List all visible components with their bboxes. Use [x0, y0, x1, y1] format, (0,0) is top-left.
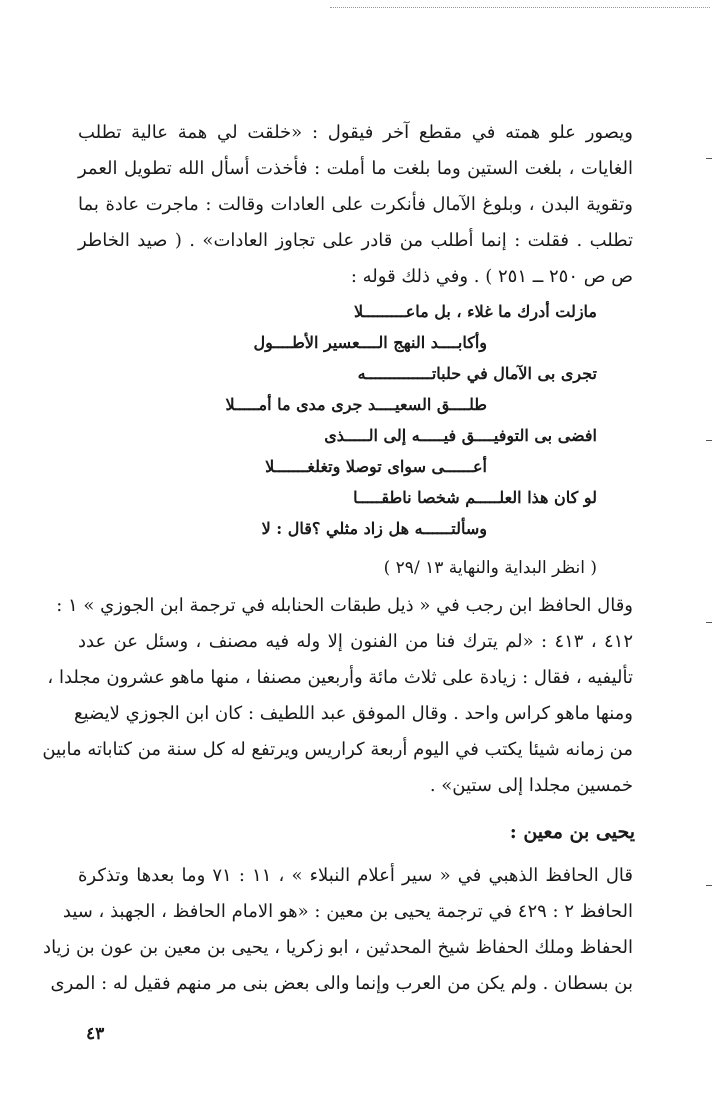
- text-line: وقال الحافظ ابن رجب في « ذيل طبقات الحنابله في ترجمة ابن الجوزي » ١ :: [56, 595, 633, 616]
- verse-hemistich-first: افضى بى التوفيــــق فيـــــه إلى الـــــذى: [324, 426, 597, 445]
- page-number: ٤٣: [86, 1024, 105, 1044]
- verse-hemistich-second: أعــــــى سواى توصلا وتغلغـــــــلا: [265, 457, 487, 476]
- paragraph-ibn-rajab: [42, 588, 633, 804]
- margin-tick-mark: [706, 885, 712, 886]
- text-line: تأليفيه ، فقال : زيادة على ثلاث مائة وأربعين مصنفا ، منها ماهو عشرون مجلدا ،: [47, 667, 633, 688]
- margin-tick-mark: [706, 158, 712, 159]
- margin-tick-mark: [706, 622, 712, 623]
- margin-tick-mark: [706, 440, 712, 441]
- text-line: الحافظ ٢ : ٤٢٩ في ترجمة يحيى بن معين : «هو الامام الحافظ ، الجهبذ ، سيد: [62, 901, 633, 922]
- text-line: الغايات ، بلغت الستين وما بلغت ما أملت : فأخذت أسأل الله تطويل العمر: [78, 158, 633, 179]
- verse-hemistich-second: وسألتــــــه هل زاد مثلي ؟قال : لا: [261, 519, 487, 538]
- verse-hemistich-first: لو كان هذا العلـــــم شخصا ناطقـــــا: [353, 488, 597, 507]
- paragraph-himma: [78, 115, 633, 295]
- text-line: بن بسطان . ولم يكن من العرب وإنما والى بعض بنى مر منهم فقيل له : المرى: [50, 973, 633, 994]
- text-line: وتقوية البدن ، وبلوغ الآمال فأنكرت على العادات وقالت : ماجرت عادة بما: [78, 194, 633, 215]
- text-line: ص ص ٢٥٠ ــ ٢٥١ ) . وفي ذلك قوله :: [350, 266, 633, 287]
- verse-hemistich-second: طلــــق السعيــــد جرى مدى ما أمـــــلا: [225, 395, 487, 414]
- text-line: خمسين مجلدا إلى ستين» .: [429, 775, 633, 796]
- poem-verses: [117, 296, 597, 544]
- top-dotted-rule: [330, 7, 710, 8]
- verse-hemistich-first: تجرى بى الآمال في حلباتــــــــــــــه: [357, 364, 597, 383]
- text-line: تطلب . فقلت : إنما أطلب من قادر على تجاوز العادات» . ( صيد الخاطر: [78, 230, 633, 251]
- text-line: ومنها ماهو كراس واحد . وقال الموفق عبد اللطيف : كان ابن الجوزي لايضيع: [73, 703, 633, 724]
- text-line: الحفاظ وملك الحفاظ شيخ المحدثين ، ابو زكريا ، يحيى بن معين بن عون بن زياد: [43, 937, 633, 958]
- verse-hemistich-second: وأكابــــد النهج الــــعسير الأطــــول: [253, 333, 487, 352]
- section-heading: يحيى بن معين :: [509, 821, 635, 843]
- verse-source-citation: ( انظر البداية والنهاية ١٣ /٢٩ ): [383, 558, 597, 578]
- text-line: ويصور علو همته في مقطع آخر فيقول : «خلقت لي همة عالية تطلب: [78, 122, 633, 143]
- paragraph-dhahabi: [43, 858, 633, 1002]
- text-line: قال الحافظ الذهبي في « سير أعلام النبلاء » ، ١١ : ٧١ وما بعدها وتذكرة: [78, 865, 633, 886]
- text-line: ٤١٢ ، ٤١٣ : «لم يترك فنا من الفنون إلا وله فيه مصنف ، وسئل عن عدد: [78, 631, 633, 652]
- verse-hemistich-first: مازلت أدرك ما غلاء ، بل ماعـــــــــلا: [353, 302, 597, 321]
- text-line: من زمانه شيئا يكتب في اليوم أربعة كراريس ويرتفع له كل سنة من كتاباته مابين: [42, 739, 633, 760]
